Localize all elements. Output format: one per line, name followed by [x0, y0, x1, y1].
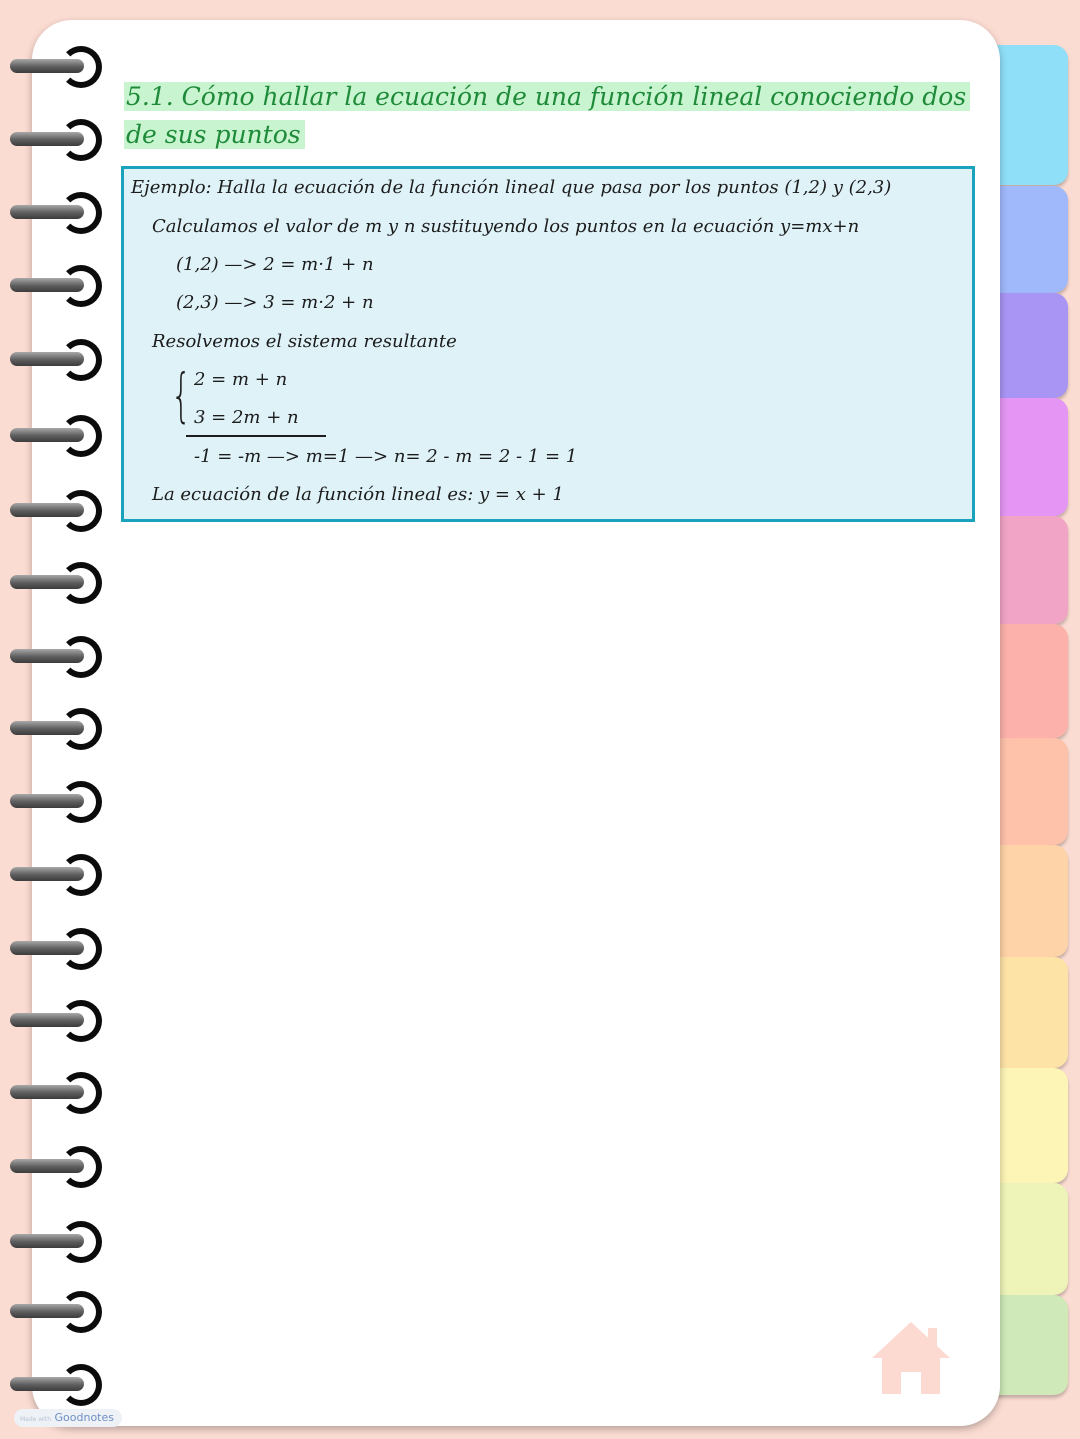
step-intro: Calculamos el valor de m y n sustituyendo los puntos en la ecuación y=mx+n — [152, 216, 860, 237]
substitution-1: (1,2) —> 2 = m·1 + n — [176, 254, 374, 275]
substitution-2: (2,3) —> 3 = m·2 + n — [176, 292, 374, 313]
binding-ring — [10, 415, 110, 455]
system-intro: Resolvemos el sistema resultante — [152, 331, 457, 352]
home-icon[interactable] — [870, 1320, 952, 1396]
binding-ring — [10, 854, 110, 894]
binding-ring — [10, 265, 110, 305]
binding-ring — [10, 1221, 110, 1261]
binding-ring — [10, 562, 110, 602]
left-brace-icon: { — [171, 361, 192, 429]
conclusion: La ecuación de la función lineal es: y = x + 1 — [152, 484, 564, 505]
binding-ring — [10, 1364, 110, 1404]
goodnotes-watermark — [14, 1409, 122, 1427]
system-equation-1: 2 = m + n — [194, 369, 288, 390]
binding-ring — [10, 636, 110, 676]
watermark-prefix: Made with — [20, 1416, 51, 1423]
binding-ring — [10, 781, 110, 821]
binding-ring — [10, 1000, 110, 1040]
binding-ring — [10, 708, 110, 748]
watermark-brand: Goodnotes — [54, 1411, 114, 1424]
binding-ring — [10, 119, 110, 159]
binding-ring — [10, 339, 110, 379]
section-title: 5.1. Cómo hallar la ecuación de una función lineal conociendo dos de sus puntos — [124, 78, 974, 154]
system-result: -1 = -m —> m=1 —> n= 2 - m = 2 - 1 = 1 — [194, 446, 578, 467]
example-statement: Ejemplo: Halla la ecuación de la función lineal que pasa por los puntos (1,2) y (2,3) — [131, 177, 892, 198]
binding-ring — [10, 1072, 110, 1112]
binding-ring — [10, 46, 110, 86]
binding-ring — [10, 928, 110, 968]
binding-ring — [10, 1146, 110, 1186]
subtraction-line — [186, 435, 326, 437]
binding-ring — [10, 1291, 110, 1331]
system-equation-2: 3 = 2m + n — [194, 407, 299, 428]
binding-ring — [10, 192, 110, 232]
binding-ring — [10, 490, 110, 530]
